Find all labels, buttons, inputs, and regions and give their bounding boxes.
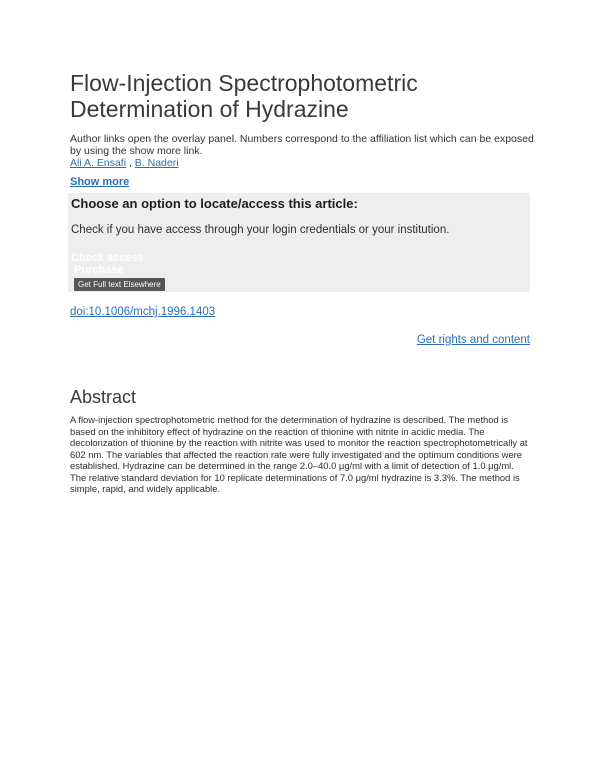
author-separator: , (126, 157, 135, 169)
access-options-panel (68, 193, 530, 292)
show-more-link[interactable]: Show more (70, 176, 130, 188)
abstract-heading: Abstract (70, 387, 137, 407)
abstract-text: A flow-injection spectrophotometric method for the determination of hydrazine is described. The method is based on the inhibitory effect of hydrazine on the reaction of thionine with nitrite in acidic media. The decolorization of thionine by the reaction with nitrite was used to monitor the reaction spectrophotometrically at 602 nm. The variables that affected the reaction rate were fully investigated and the optimum conditions were established. Hydrazine can be determined in the range 2.0–40.0 μg/ml with a limit of detection of 1.0 μg/ml. The relative standard deviation for 10 replicate determinations of 7.0 μg/ml hydrazine is 3.3%. The method is simple, rapid, and widely applicable. (70, 414, 528, 494)
author-link-ensafi[interactable]: Ali A. Ensafi (70, 157, 127, 169)
purchase-button[interactable]: Purchase (74, 264, 124, 276)
author-link-naderi[interactable]: B. Naderi (134, 157, 179, 169)
doi-link[interactable]: doi:10.1006/mchj.1996.1403 (70, 306, 216, 318)
access-heading: Choose an option to locate/access this article: (71, 196, 358, 211)
access-description: Check if you have access through your login credentials or your institution. (71, 224, 450, 236)
author-links-note: Author links open the overlay panel. Numbers correspond to the affiliation list which can be exposed by using the show more link. (70, 133, 534, 157)
author-list (70, 157, 179, 169)
get-full-text-elsewhere-button[interactable]: Get Full text Elsewhere (74, 278, 165, 291)
rights-and-content-link[interactable]: Get rights and content (416, 334, 530, 346)
article-title: Flow-Injection Spectrophotometric Determination of Hydrazine (70, 70, 418, 122)
check-access-button[interactable]: Check access (71, 252, 144, 264)
